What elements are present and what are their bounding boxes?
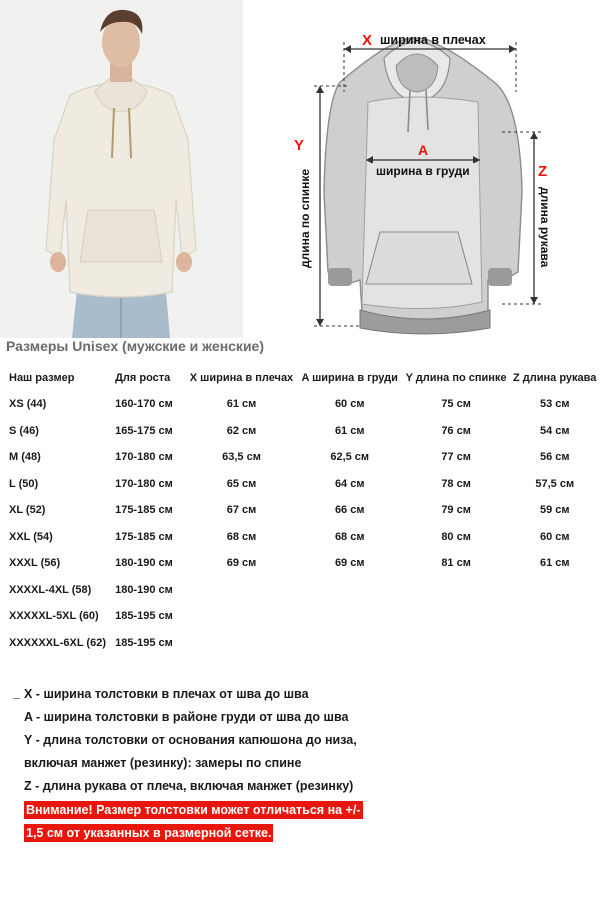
notes-dash: _ [13, 686, 20, 700]
cell-size: XXL (54) [9, 530, 53, 543]
cell-back: 76 см [441, 424, 471, 437]
cell-shoulder: 65 см [226, 477, 257, 490]
cell-sleeve: 60 см [539, 530, 570, 543]
table-row [5, 391, 600, 418]
cell-sleeve: 59 см [539, 504, 570, 517]
a-label: ширина в груди [376, 164, 470, 178]
size-table-subtitle: Размеры Unisex (мужские и женские) [6, 338, 264, 354]
size-table [5, 365, 600, 656]
table-row [5, 603, 600, 630]
hoodie-outline-graphic [288, 22, 558, 340]
cell-chest [297, 630, 403, 657]
table-row [5, 524, 600, 551]
cell-chest: 60 см [334, 398, 365, 411]
table-row [5, 497, 600, 524]
cell-chest: 66 см [334, 504, 365, 517]
note-z: Z - длина рукава от плеча, включая манжет (резинку) [24, 779, 354, 793]
cell-height: 185-195 см [115, 610, 173, 623]
note-a: A - ширина толстовки в районе груди от шва до шва [24, 710, 349, 724]
cell-chest [297, 577, 403, 604]
cell-back: 79 см [441, 504, 471, 517]
cell-size: S (46) [9, 424, 39, 437]
measurement-notes [13, 686, 363, 847]
cell-size: XXXXXL-5XL (60) [9, 610, 99, 623]
cell-back [403, 577, 510, 604]
cell-back: 78 см [441, 477, 471, 490]
cell-size: L (50) [9, 477, 39, 490]
cell-sleeve: 57,5 см [535, 477, 575, 490]
header-size: Наш размер [9, 372, 75, 384]
model-photo [0, 0, 243, 338]
warning-line-1: Внимание! Размер толстовки может отличаться на +/- [26, 803, 361, 817]
table-row [5, 577, 600, 604]
cell-sleeve: 56 см [539, 451, 570, 464]
y-label: длина по спинке [298, 168, 312, 268]
cell-shoulder [186, 630, 297, 657]
cell-sleeve [509, 630, 600, 657]
table-row [5, 444, 600, 471]
table-row [5, 471, 600, 498]
table-row [5, 418, 600, 445]
cell-height: 185-195 см [115, 636, 173, 649]
table-row [5, 630, 600, 657]
cell-height: 180-190 см [115, 557, 173, 570]
cell-height: 170-180 см [115, 477, 173, 490]
header-sleeve-length: Z длина рукава [513, 372, 597, 384]
cell-height: 175-185 см [115, 504, 173, 517]
header-back-length: Y длина по спинке [405, 372, 507, 384]
x-label: ширина в плечах [380, 33, 486, 47]
cell-sleeve [509, 577, 600, 604]
warning-line-2: 1,5 см от указанных в размерной сетке. [26, 826, 272, 840]
cell-sleeve: 61 см [539, 557, 570, 570]
header-height: Для роста [115, 372, 171, 384]
cell-shoulder [186, 577, 297, 604]
z-letter: Z [538, 163, 548, 180]
note-y-continued: включая манжет (резинку): замеры по спине [24, 756, 302, 770]
cell-shoulder [186, 603, 297, 630]
cell-height: 180-190 см [115, 583, 173, 596]
cell-size: M (48) [9, 451, 41, 464]
cell-back: 80 см [441, 530, 471, 543]
cell-height: 160-170 см [115, 398, 173, 411]
cell-shoulder: 61 см [226, 398, 257, 411]
cell-chest: 68 см [334, 530, 365, 543]
cell-height: 175-185 см [115, 530, 173, 543]
x-letter: X [362, 32, 373, 49]
cell-chest [297, 603, 403, 630]
cell-size: XL (52) [9, 504, 46, 517]
cell-height: 165-175 см [115, 424, 173, 437]
note-y: Y - длина толстовки от основания капюшона до низа, [24, 733, 357, 747]
cell-shoulder: 68 см [226, 530, 257, 543]
cell-chest: 62,5 см [330, 451, 370, 464]
cell-height: 170-180 см [115, 451, 173, 464]
cell-back: 77 см [441, 451, 471, 464]
cell-back [403, 630, 510, 657]
cell-shoulder: 69 см [226, 557, 257, 570]
header-shoulder-width: X ширина в плечах [189, 372, 294, 384]
cell-shoulder: 63,5 см [222, 451, 261, 464]
cell-sleeve [509, 603, 600, 630]
cell-back: 75 см [441, 398, 471, 411]
cell-size: XXXXL-4XL (58) [9, 583, 92, 596]
table-row [5, 550, 600, 577]
cell-size: XXXL (56) [9, 557, 61, 570]
model-in-hoodie-illustration [0, 0, 243, 338]
cell-size: XXXXXXL-6XL (62) [9, 636, 106, 649]
note-x: X - ширина толстовки в плечах от шва до шва [24, 687, 309, 701]
cell-chest: 64 см [334, 477, 365, 490]
cell-back [403, 603, 510, 630]
y-letter: Y [294, 137, 305, 154]
hoodie-size-diagram [288, 22, 558, 340]
cell-chest: 61 см [334, 424, 365, 437]
z-label: длина рукава [538, 187, 552, 268]
cell-sleeve: 54 см [539, 424, 570, 437]
cell-sleeve: 53 см [539, 398, 570, 411]
cell-back: 81 см [441, 557, 471, 570]
header-chest-width: A ширина в груди [301, 372, 398, 384]
cell-size: XS (44) [9, 398, 47, 411]
size-table-header-row [5, 365, 600, 391]
cell-chest: 69 см [334, 557, 365, 570]
a-letter: A [418, 142, 429, 158]
cell-shoulder: 67 см [226, 504, 257, 517]
cell-shoulder: 62 см [226, 424, 257, 437]
